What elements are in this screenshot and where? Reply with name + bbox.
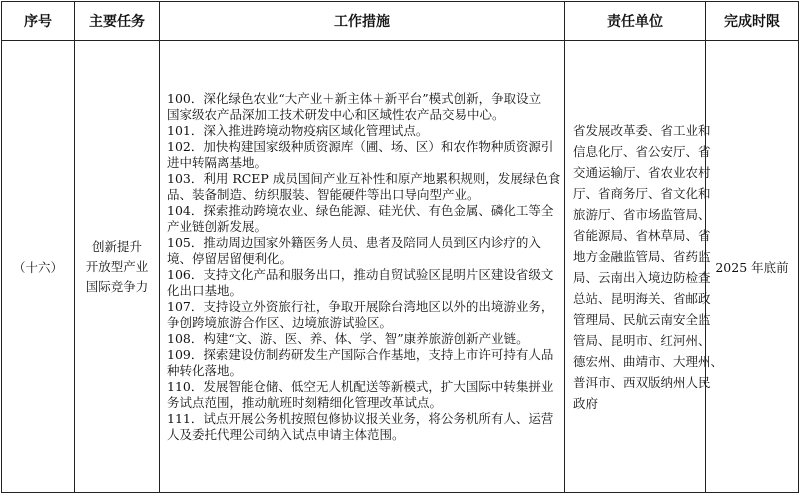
measure-line: 110．发展智能仓储、低空无人机配送等新模式，扩大国际中转集拼业 <box>167 378 554 394</box>
header-measures: 工作措施 <box>160 2 565 41</box>
measure-item <box>167 123 558 139</box>
unit-line: 总站、昆明海关、省邮政 <box>573 290 711 306</box>
measure-item <box>167 379 558 411</box>
measure-line: 109．探索建设仿制药研发生产国际合作基地，支持上市许可持有人品 <box>167 346 554 362</box>
task-line: 创新提升 <box>91 238 142 254</box>
measure-line: 104．探索推动跨境农业、绿色能源、硅光伏、有色金属、磷化工等全 <box>167 202 554 218</box>
unit-line: 信息化厅、省公安厅、省 <box>573 143 711 159</box>
header-row <box>2 2 799 41</box>
measure-line: 102．加快构建国家级种质资源库（圃、场、区）和农作物种质资源引 <box>167 138 554 154</box>
measure-line: 品、装备制造、纺织服装、智能硬件等出口导向型产业。 <box>167 186 480 202</box>
measure-line: 进中转隔离基地。 <box>167 154 268 170</box>
measure-line: 人及委托代理公司纳入试点申请主体范围。 <box>167 426 405 442</box>
measure-line: 101．深入推进跨境动物疫病区域化管理试点。 <box>167 122 429 138</box>
measure-item <box>167 411 558 443</box>
unit-line: 局、云南出入境边防检查 <box>573 269 711 285</box>
header-seq: 序号 <box>2 2 75 41</box>
seq-cell: （十六） <box>2 41 75 493</box>
header-units: 责任单位 <box>565 2 706 41</box>
unit-line: 交通运输厅、省农业农村 <box>573 164 711 180</box>
unit-line: 德宏州、曲靖市、大理州、 <box>573 353 724 369</box>
measure-line: 100．深化绿色农业“大产业＋新主体＋新平台”模式创新，争取设立 <box>167 90 542 106</box>
measure-item <box>167 299 558 331</box>
measure-item <box>167 139 558 171</box>
deadline-cell: 2025 年底前 <box>706 41 799 493</box>
unit-line: 管局、昆明市、红河州、 <box>573 332 711 348</box>
unit-line: 普洱市、西双版纳州人民 <box>573 374 711 390</box>
measure-item <box>167 347 558 379</box>
measure-line: 产业链创新发展。 <box>167 218 268 234</box>
measure-item <box>167 235 558 267</box>
measure-line: 107．支持设立外资旅行社，争取开展除台湾地区以外的出境游业务， <box>167 298 554 314</box>
measure-line: 化出口基地。 <box>167 282 243 298</box>
task-line: 国际竞争力 <box>85 278 149 294</box>
measure-line: 种转化落地。 <box>167 362 243 378</box>
units-cell <box>565 41 724 493</box>
unit-line: 省发展改革委、省工业和 <box>573 122 711 138</box>
unit-line: 厅、省商务厅、省文化和 <box>573 185 711 201</box>
measure-item <box>167 331 558 347</box>
unit-line: 管理局、民航云南安全监 <box>573 311 711 327</box>
measure-item <box>167 170 561 203</box>
header-task: 主要任务 <box>75 2 160 41</box>
table-row <box>2 41 799 493</box>
measure-line: 103．利用 RCEP 成员国间产业互补性和原产地累积规则，发展绿色食 <box>167 170 561 186</box>
measure-line: 105．推动周边国家外籍医务人员、患者及陪同人员到区内诊疗的入 <box>167 234 541 250</box>
measure-line: 国家级农产品深加工技术研发中心和区域性农产品交易中心。 <box>167 106 505 122</box>
measure-item <box>167 267 558 299</box>
task-cell <box>75 41 160 493</box>
measure-line: 争创跨境旅游合作区、边境旅游试验区。 <box>167 314 393 330</box>
measure-item <box>167 203 558 235</box>
unit-line: 地方金融监管局、省药监 <box>573 248 711 264</box>
unit-line: 省能源局、省林草局、省 <box>573 227 711 243</box>
measure-line: 境、停留居留便利化。 <box>167 250 293 266</box>
header-deadline: 完成时限 <box>706 2 799 41</box>
measure-line: 111．试点开展公务机按照包修协议报关业务，将公务机所有人、运营 <box>167 410 554 426</box>
task-table <box>1 1 799 493</box>
measure-item <box>167 91 558 123</box>
unit-line: 旅游厅、省市场监管局、 <box>573 206 711 222</box>
measure-line: 务试点范围，推动航班时刻精细化管理改革试点。 <box>167 394 443 410</box>
measures-cell <box>160 41 565 493</box>
measure-line: 108．构建“文、游、医、养、体、学、智”康养旅游创新产业链。 <box>167 330 529 346</box>
task-line: 开放型产业 <box>85 258 149 274</box>
measure-line: 106．支持文化产品和服务出口，推动自贸试验区昆明片区建设省级文 <box>167 266 554 282</box>
unit-line: 政府 <box>573 395 599 411</box>
